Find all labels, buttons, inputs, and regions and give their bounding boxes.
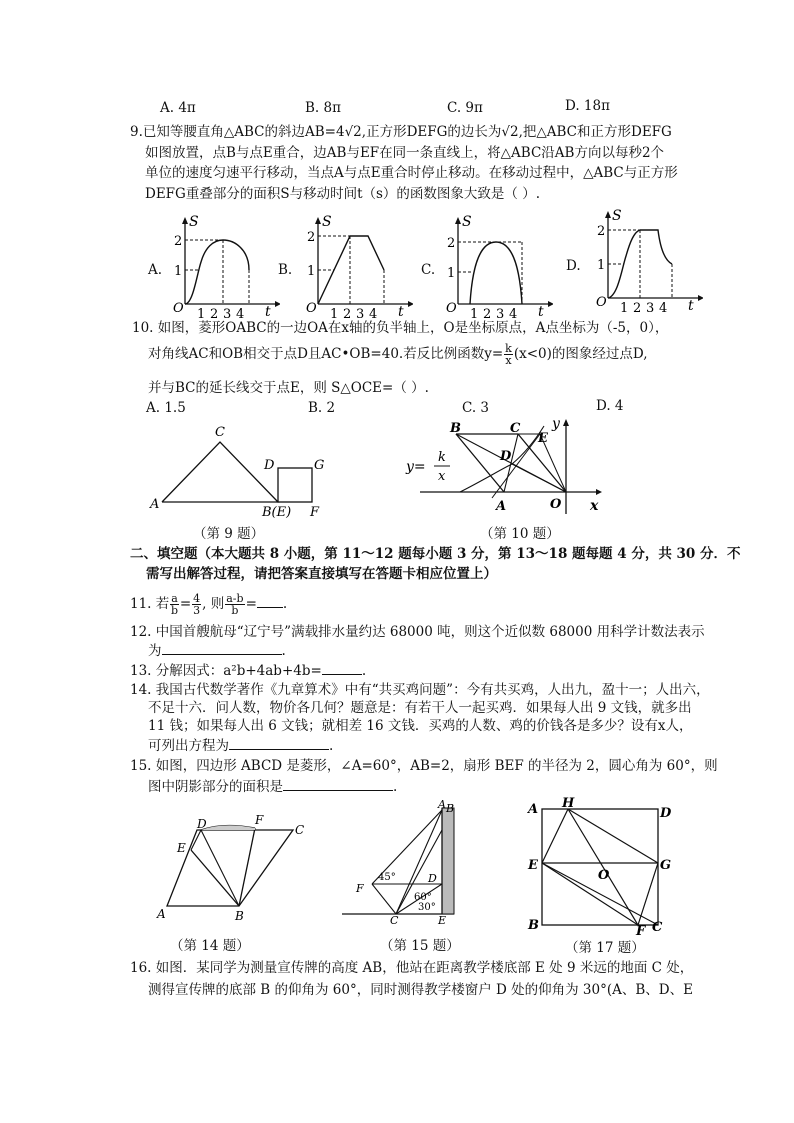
section-2-heading: 二、填空题（本大题共 8 小题，第 11～12 题每小题 3 分，第 13～18 题每题 4 分，共 30 分．不 <box>130 546 741 562</box>
svg-text:O: O <box>306 301 317 316</box>
svg-text:F: F <box>310 505 320 518</box>
q8-option-d: D. 18π <box>565 98 610 114</box>
graph-a-t: t <box>265 304 271 318</box>
svg-text:O: O <box>596 295 607 310</box>
figure-q17 <box>526 795 676 935</box>
svg-text:C: C <box>510 421 521 436</box>
svg-text:A: A <box>438 800 446 811</box>
svg-text:30°: 30° <box>418 902 436 913</box>
svg-text:4: 4 <box>369 307 378 318</box>
graph-a-x3: 3 <box>223 307 232 318</box>
svg-text:A: A <box>528 802 539 817</box>
q12-line-1: 12. 中国首艘航母“辽宁号”满载排水量约达 68000 吨，则这个近似数 68000 用科学计数法表示 <box>130 624 705 640</box>
svg-text:y=: y= <box>406 459 426 475</box>
q14-line-4: 可列出方程为 . <box>148 738 334 754</box>
svg-text:D: D <box>660 806 672 821</box>
svg-text:E: E <box>438 914 447 925</box>
svg-text:C: C <box>295 823 305 837</box>
svg-text:F: F <box>636 924 646 935</box>
svg-text:B: B <box>528 918 539 933</box>
svg-text:1: 1 <box>307 264 316 279</box>
svg-text:D: D <box>500 449 512 464</box>
svg-text:1: 1 <box>330 307 339 318</box>
q8-option-b: B. 8π <box>305 100 341 116</box>
q8-option-c: C. 9π <box>447 100 483 116</box>
graph-a-x1: 1 <box>197 307 206 318</box>
q10-line-3: 并与BC的延长线交于点E，则 S△OCE=（ ）. <box>148 380 429 396</box>
figure-q14 <box>155 810 305 922</box>
q9-option-d-label: D. <box>566 258 581 274</box>
svg-text:C: C <box>215 425 225 440</box>
svg-text:O: O <box>598 868 610 883</box>
q15-line-1: 15. 如图，四边形 ABCD 是菱形，∠A=60°，AB=2，扇形 BEF 的半径为 2，圆心角为 60°，则 <box>130 758 718 774</box>
svg-text:B: B <box>446 802 455 815</box>
svg-text:C: C <box>652 920 663 935</box>
svg-text:S: S <box>612 208 622 224</box>
q9-graph-d <box>588 206 703 312</box>
q14-line-2: 不足十六．问人数，物价各几何？题意是：有若干人一起买鸡．如果每人出 9 文钱，就多出 <box>148 700 692 716</box>
q12-answer-blank[interactable] <box>162 642 282 655</box>
svg-text:A: A <box>157 907 166 921</box>
svg-text:2: 2 <box>633 301 642 312</box>
svg-text:y: y <box>552 416 560 432</box>
figure-q10 <box>400 414 605 522</box>
svg-text:B: B <box>450 421 461 436</box>
q11-answer-blank[interactable] <box>257 595 283 608</box>
svg-text:A: A <box>150 497 160 512</box>
svg-text:60°: 60° <box>414 892 432 903</box>
graph-a-y1: 1 <box>174 264 183 279</box>
svg-text:B: B <box>235 909 244 922</box>
q9-graph-b <box>298 212 413 318</box>
figure-q9 <box>140 418 340 518</box>
q9-line-3: 单位的速度匀速平行移动，当点A与点E重合时停止移动。在移动过程中，△ABC与正方形 <box>145 165 678 181</box>
graph-a-o: O <box>173 301 184 316</box>
svg-text:3: 3 <box>646 301 655 312</box>
caption-q15: （第 15 题） <box>380 938 460 954</box>
graph-a-x2: 2 <box>210 307 219 318</box>
svg-text:45°: 45° <box>378 872 396 883</box>
section-2-heading-line-2: 需写出解答过程，请把答案直接填写在答题卡相应位置上） <box>146 566 497 582</box>
svg-text:1: 1 <box>620 301 629 312</box>
svg-text:O: O <box>550 497 562 512</box>
svg-text:t: t <box>538 304 544 318</box>
svg-text:x: x <box>438 469 446 484</box>
q10-option-b: B. 2 <box>308 400 336 416</box>
q10-line-1: 10. 如图，菱形OABC的一边OA在x轴的负半轴上，O是坐标原点，A点坐标为（-5，0）， <box>132 320 669 336</box>
svg-text:1: 1 <box>597 258 606 273</box>
svg-text:E: E <box>177 841 186 855</box>
q10-option-c: C. 3 <box>462 400 490 416</box>
svg-text:E: E <box>538 431 548 446</box>
q10-line-2: 对角线AC和OB相交于点D且AC•OB=40.若反比例函数y= $\frac{k}{x}$ (x<0)的图象经过点D, <box>148 342 648 367</box>
q9-option-a-label: A. <box>148 262 163 278</box>
q8-option-a: A. 4π <box>160 100 196 116</box>
q14-line-3: 11 钱；如果每人出 6 文钱；就相差 16 文钱．买鸡的人数、鸡的价钱各是多少？设有x人， <box>148 718 693 734</box>
q9-option-b-label: B. <box>278 262 293 278</box>
svg-text:E: E <box>528 858 538 873</box>
q9-option-c-label: C. <box>421 262 436 278</box>
svg-text:G: G <box>660 858 672 873</box>
svg-text:A: A <box>496 499 507 514</box>
svg-text:H: H <box>562 796 575 811</box>
graph-a-x4: 4 <box>236 307 245 318</box>
svg-text:2: 2 <box>447 236 456 251</box>
q10-option-d: D. 4 <box>596 398 624 414</box>
svg-text:B(E): B(E) <box>262 505 292 518</box>
svg-text:2: 2 <box>483 307 492 318</box>
q14-answer-blank[interactable] <box>229 737 329 750</box>
q9-line-4: DEFG重叠部分的面积S与移动时间t（s）的函数图象大致是（ ）. <box>145 186 541 202</box>
svg-text:F: F <box>356 882 364 895</box>
figure-q15 <box>338 800 478 925</box>
svg-text:O: O <box>446 301 457 316</box>
svg-text:4: 4 <box>659 301 668 312</box>
svg-text:F: F <box>255 813 264 827</box>
q13: 13. 分解因式：a²b+4ab+4b= . <box>130 663 367 679</box>
q12-line-2: 为 . <box>148 643 286 659</box>
caption-q9: （第 9 题） <box>193 526 265 542</box>
q16-line-1: 16. 如图．某同学为测量宣传牌的高度 AB，他站在距离教学楼底部 E 处 9 米远的地面 C 处， <box>130 960 694 976</box>
svg-text:1: 1 <box>470 307 479 318</box>
q9-line-1: 9.已知等腰直角△ABC的斜边AB=4√2,正方形DEFG的边长为√2,把△ABC和正方形DEFG <box>130 124 672 140</box>
graph-a-s: S <box>189 214 199 230</box>
svg-text:3: 3 <box>496 307 505 318</box>
svg-text:D: D <box>428 872 437 885</box>
svg-text:D: D <box>197 817 207 831</box>
q9-graph-a <box>165 212 280 318</box>
svg-text:4: 4 <box>509 307 518 318</box>
caption-q10: （第 10 题） <box>480 526 560 542</box>
q9-graph-c <box>438 212 553 318</box>
q13-answer-blank[interactable] <box>322 662 362 675</box>
q15-line-2: 图中阴影部分的面积是 . <box>148 779 398 795</box>
svg-text:3: 3 <box>356 307 365 318</box>
svg-text:D: D <box>264 458 275 473</box>
svg-text:x: x <box>590 498 599 514</box>
svg-text:C: C <box>390 914 399 925</box>
caption-q14: （第 14 题） <box>170 938 250 954</box>
svg-text:S: S <box>462 214 472 230</box>
svg-text:G: G <box>314 458 325 473</box>
svg-text:S: S <box>322 214 332 230</box>
q14-line-1: 14. 我国古代数学著作《九章算术》中有“共买鸡问题”：今有共买鸡，人出九，盈十一；人出六， <box>130 682 710 698</box>
svg-text:2: 2 <box>307 230 316 245</box>
graph-a-y2: 2 <box>174 234 183 249</box>
svg-text:t: t <box>688 298 694 312</box>
svg-text:k: k <box>438 450 446 465</box>
q9-line-2: 如图放置，点B与点E重合，边AB与EF在同一条直线上，将△ABC沿AB方向以每秒2个 <box>145 145 665 161</box>
q16-line-2: 测得宣传牌的底部 B 的仰角为 60°，同时测得教学楼窗户 D 处的仰角为 30°(A、B、D、E <box>148 982 693 998</box>
svg-text:2: 2 <box>597 224 606 239</box>
svg-text:t: t <box>398 304 404 318</box>
q10-option-a: A. 1.5 <box>146 400 186 416</box>
q11: 11. 若 $\frac{a}{b}$ = $\frac{4}{3}$ , 则 $\frac{a-b}{b}$ = . <box>130 592 288 617</box>
svg-text:1: 1 <box>447 266 456 281</box>
q15-answer-blank[interactable] <box>283 778 393 791</box>
svg-text:2: 2 <box>343 307 352 318</box>
caption-q17: （第 17 题） <box>565 940 645 956</box>
